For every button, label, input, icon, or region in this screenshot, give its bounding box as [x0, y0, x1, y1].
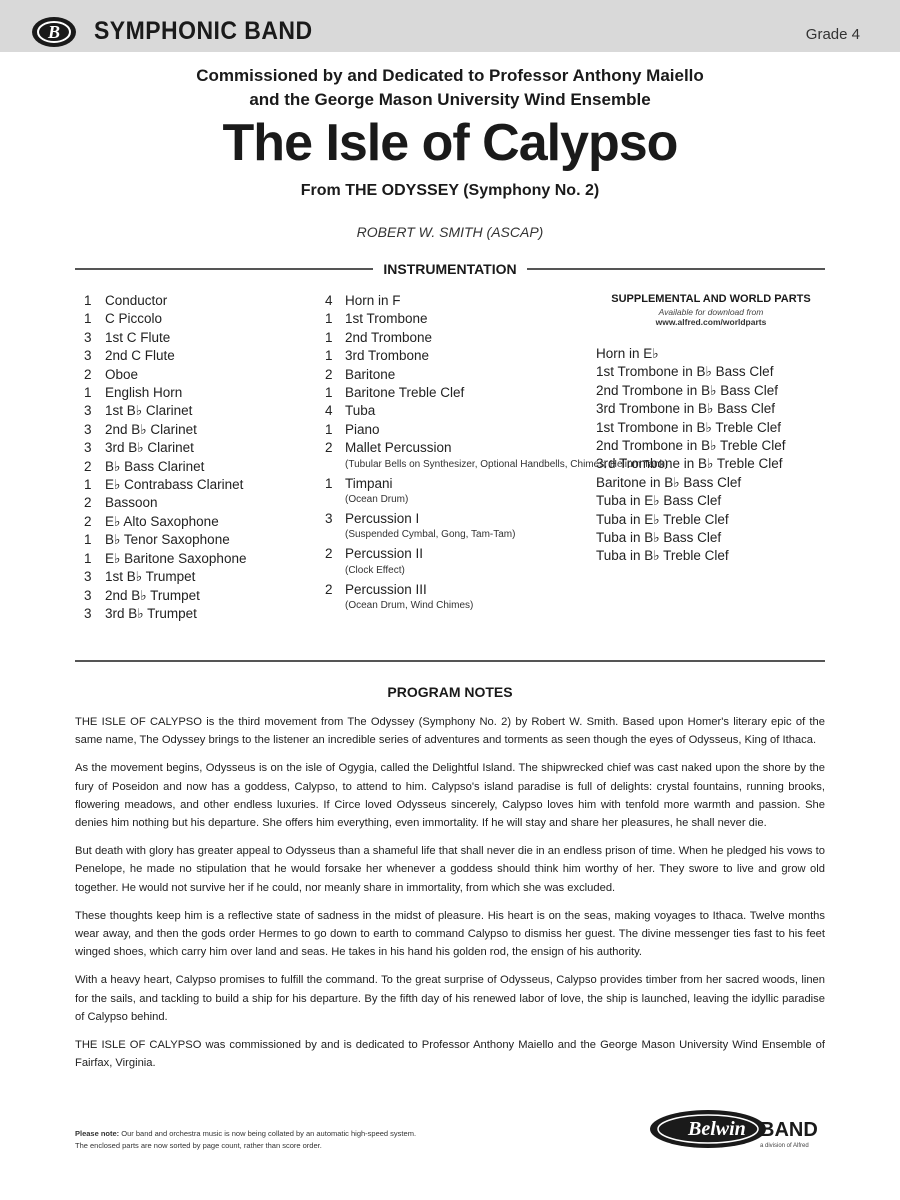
supplemental-part: Baritone in B♭ Bass Clef — [596, 474, 742, 490]
instrument-row — [84, 347, 246, 365]
program-note-paragraph: As the movement begins, Odysseus is on the isle of Ogygia, called the Delightful Island. The shipwrecked chief was cast naked upon the shore by the fury of Poseidon and now has a goddess, Calypso, to attend to him. Calypso's island paradise is full of delights: crystal fountains, running brooks, flowering meadows, and other endless luxuries. If Circe loved Odysseus sincerely, Calypso loves him with tenfold more warmth and passion. She denies him nothing but his departure. She offers him everything, even immortality. If he will stay and share her pleasures, he shall never die. — [75, 762, 825, 830]
grade-label: Grade 4 — [805, 26, 860, 43]
instrument-name: Percussion I — [345, 511, 420, 527]
instrument-row — [84, 513, 246, 531]
collation-notice — [75, 1128, 416, 1152]
instrument-name: Baritone — [345, 366, 396, 382]
divider — [75, 660, 825, 662]
instrument-name: Conductor — [105, 293, 168, 308]
commission-text — [0, 64, 900, 112]
instrument-name: 1st B♭ Trumpet — [105, 569, 196, 585]
instrument-name: B♭ Tenor Saxophone — [105, 532, 230, 548]
instrument-qty: 1 — [325, 385, 333, 401]
instrument-row — [325, 581, 668, 599]
instrument-note: (Clock Effect) — [345, 564, 405, 576]
instrument-name: Oboe — [105, 366, 139, 382]
instrument-name: 2nd C Flute — [105, 348, 175, 364]
supplemental-part: Horn in E♭ — [596, 346, 659, 361]
instrument-qty: 3 — [325, 511, 333, 527]
program-note-paragraph: These thoughts keep him is a reflective state of sadness in the midst of pleasure. His heart is on the seas, making voyages to Ithaca. Twelve months wear away, and then the gods order Hermes to go down to earth to command Calypso to dismiss her guest. The divine messenger ties fast to his feet winged shoes, which carry him over land and seas. He takes in his hand his golden rod, the ensign of his authority. — [75, 909, 825, 959]
instrument-qty: 3 — [84, 421, 92, 437]
instrument-row — [84, 587, 246, 605]
instrument-name: E♭ Alto Saxophone — [105, 513, 219, 529]
instrument-qty: 4 — [325, 293, 333, 308]
belwin-b-logo-icon — [30, 14, 78, 50]
commission-line-2: and the George Mason University Wind Ensemble — [249, 90, 651, 109]
instrument-name: Timpani — [345, 475, 393, 491]
instrument-name: Percussion III — [345, 581, 427, 597]
instrument-name: 1st B♭ Clarinet — [105, 403, 193, 419]
instrument-row — [84, 605, 246, 623]
notice-line-2: The enclosed parts are now sorted by page count, rather than score order. — [75, 1141, 322, 1150]
instrument-name: 3rd Trombone — [345, 348, 430, 364]
supplemental-available: Available for download from — [658, 307, 764, 317]
instrument-qty: 2 — [325, 546, 333, 562]
instrument-qty: 3 — [84, 403, 92, 419]
svg-text:B: B — [47, 22, 61, 42]
instrument-qty: 1 — [84, 385, 92, 401]
instrument-row — [84, 476, 246, 494]
instrument-qty: 2 — [84, 495, 92, 511]
program-notes-heading: PROGRAM NOTES — [387, 684, 513, 700]
instrument-qty: 1 — [325, 311, 333, 327]
instrument-name: E♭ Baritone Saxophone — [105, 550, 247, 566]
program-note-paragraph: THE ISLE OF CALYPSO was commissioned by and is dedicated to Professor Anthony Maiello and the George Mason University Wind Ensemble of Fairfax, Virginia. — [75, 1039, 825, 1070]
instrument-qty: 1 — [325, 348, 333, 364]
instrument-qty: 1 — [84, 477, 92, 493]
supplemental-url: www.alfred.com/worldparts — [655, 317, 767, 327]
instrument-qty: 3 — [84, 605, 92, 621]
instrument-qty: 1 — [84, 550, 92, 566]
instrument-qty: 3 — [84, 348, 92, 364]
notice-line-1: Our band and orchestra music is now being collated by an automatic high-speed system. — [121, 1129, 417, 1138]
supplemental-part: 3rd Trombone in B♭ Bass Clef — [596, 401, 775, 417]
instrumentation-label: INSTRUMENTATION — [383, 261, 517, 277]
supplemental-part: Tuba in B♭ Treble Clef — [596, 548, 729, 564]
instrument-row — [84, 494, 246, 512]
instrument-qty: 3 — [84, 587, 92, 603]
rule-left — [75, 268, 373, 270]
commission-line-1: Commissioned by and Dedicated to Professor Anthony Maiello — [196, 66, 704, 85]
instrument-name: English Horn — [105, 385, 183, 401]
instrument-name: 2nd Trombone — [345, 329, 433, 345]
instrument-name: Baritone Treble Clef — [345, 385, 465, 401]
instrument-qty: 3 — [84, 329, 92, 345]
program-notes — [75, 713, 825, 1082]
instrument-qty: 1 — [325, 421, 333, 437]
supplemental-part: 1st Trombone in B♭ Treble Clef — [596, 419, 781, 435]
instrument-note: (Ocean Drum, Wind Chimes) — [345, 600, 474, 612]
instrument-row — [84, 458, 246, 476]
subtitle: From THE ODYSSEY (Symphony No. 2) — [300, 182, 600, 199]
instrument-row — [84, 421, 246, 439]
instrument-qty: 1 — [84, 532, 92, 548]
instrument-name: 1st C Flute — [105, 329, 171, 345]
supplemental-part: 1st Trombone in B♭ Bass Clef — [596, 364, 774, 380]
instrument-qty: 1 — [84, 293, 92, 308]
instrument-qty: 2 — [84, 513, 92, 529]
instrument-row — [84, 531, 246, 549]
instrumentation-heading — [75, 261, 825, 277]
instrument-qty: 1 — [325, 475, 333, 491]
instrument-qty: 1 — [84, 311, 92, 327]
instrument-row — [84, 384, 246, 402]
instrument-name: Piano — [345, 421, 380, 437]
page-title: The Isle of Calypso — [222, 114, 678, 172]
instrument-name: Horn in F — [345, 293, 401, 308]
instrument-name: Tuba — [345, 403, 376, 419]
instrument-name: B♭ Bass Clarinet — [105, 458, 205, 474]
publisher-name: Belwin — [688, 1118, 746, 1140]
instrument-name: 3rd B♭ Trumpet — [105, 605, 197, 621]
instrument-note: (Ocean Drum) — [345, 494, 409, 506]
instrument-name: C Piccolo — [105, 311, 163, 327]
instrument-note: (Suspended Cymbal, Gong, Tam-Tam) — [345, 529, 516, 541]
instrument-qty: 3 — [84, 440, 92, 456]
program-note-paragraph: But death with glory has greater appeal to Odysseus than a shameful life that shall never die in an endless prison of time. When he pledged his vows to Penelope, he made no stipulation that he would forsake her whenever a goddess should think him worthy of her. They swore to live and grow old together. He would not survive her if he could, nor meanly share in immortality, from which she was excluded. — [75, 845, 825, 894]
instrument-row — [84, 292, 246, 310]
instrument-name: 1st Trombone — [345, 311, 428, 327]
supplemental-part: Tuba in B♭ Bass Clef — [596, 530, 722, 546]
instrument-qty: 4 — [325, 403, 333, 419]
instrument-name: Mallet Percussion — [345, 440, 452, 456]
supplemental-title: SUPPLEMENTAL AND WORLD PARTS — [611, 293, 811, 305]
instrument-row — [84, 568, 246, 586]
instrument-qty: 2 — [84, 366, 92, 382]
supplemental-part: 2nd Trombone in B♭ Bass Clef — [596, 382, 778, 398]
instrument-qty: 1 — [325, 329, 333, 345]
instrument-row — [84, 366, 246, 384]
supplemental-part: Tuba in E♭ Treble Clef — [596, 511, 729, 527]
instrument-name: E♭ Contrabass Clarinet — [105, 477, 244, 493]
instrument-qty: 2 — [325, 366, 333, 382]
instrument-row — [84, 550, 246, 568]
instrument-note: (Tubular Bells on Synthesizer, Optional Handbells, Chimes, Helium Tank) — [345, 458, 668, 470]
instrument-row — [84, 329, 246, 347]
instrument-row — [84, 402, 246, 420]
instrument-name: 2nd B♭ Trumpet — [105, 587, 200, 603]
instrument-row — [84, 439, 246, 457]
composer: ROBERT W. SMITH (ASCAP) — [356, 224, 544, 240]
instrument-name: 2nd B♭ Clarinet — [105, 421, 197, 437]
supplemental-part: 3rd Trombone in B♭ Treble Clef — [596, 456, 783, 472]
instrument-qty: 2 — [84, 458, 92, 474]
supplemental-part: 2nd Trombone in B♭ Treble Clef — [596, 438, 786, 454]
instrument-qty: 2 — [325, 581, 333, 597]
instrument-name: Percussion II — [345, 546, 424, 562]
supplemental-part: Tuba in E♭ Bass Clef — [596, 493, 722, 509]
series-title: SYMPHONIC BAND — [94, 17, 313, 45]
supplemental-parts — [596, 293, 826, 566]
supplemental-list — [596, 345, 826, 566]
rule-right — [527, 268, 825, 270]
program-note-paragraph: THE ISLE OF CALYPSO is the third movement from The Odyssey (Symphony No. 2) by Robert W. Smith. Based upon Homer's literary epic of the same name, The Odyssey brings to the listener an incredible series of adventures and torments as seen though the eyes of Odysseus, King of Ithaca. — [75, 716, 825, 747]
program-note-paragraph: With a heavy heart, Calypso promises to fulfill the command. To the great surprise of Odysseus, Calypso provides timber from her sacred woods, linen for the sails, and tackling to build a ship for his departure. By the fifth day of his renewed labor of love, the ship is launched, leaving the idyllic paradise of Calypso behind. — [75, 974, 825, 1023]
notice-label: Please note: — [75, 1129, 120, 1138]
instrument-row — [84, 310, 246, 328]
publisher-band: BAND — [760, 1119, 818, 1141]
instrument-list-1 — [84, 292, 246, 623]
instrument-name: Bassoon — [105, 495, 158, 511]
instrument-qty: 2 — [325, 440, 333, 456]
instrument-qty: 3 — [84, 569, 92, 585]
instrument-name: 3rd B♭ Clarinet — [105, 440, 194, 456]
publisher-division: a division of Alfred — [760, 1143, 809, 1149]
